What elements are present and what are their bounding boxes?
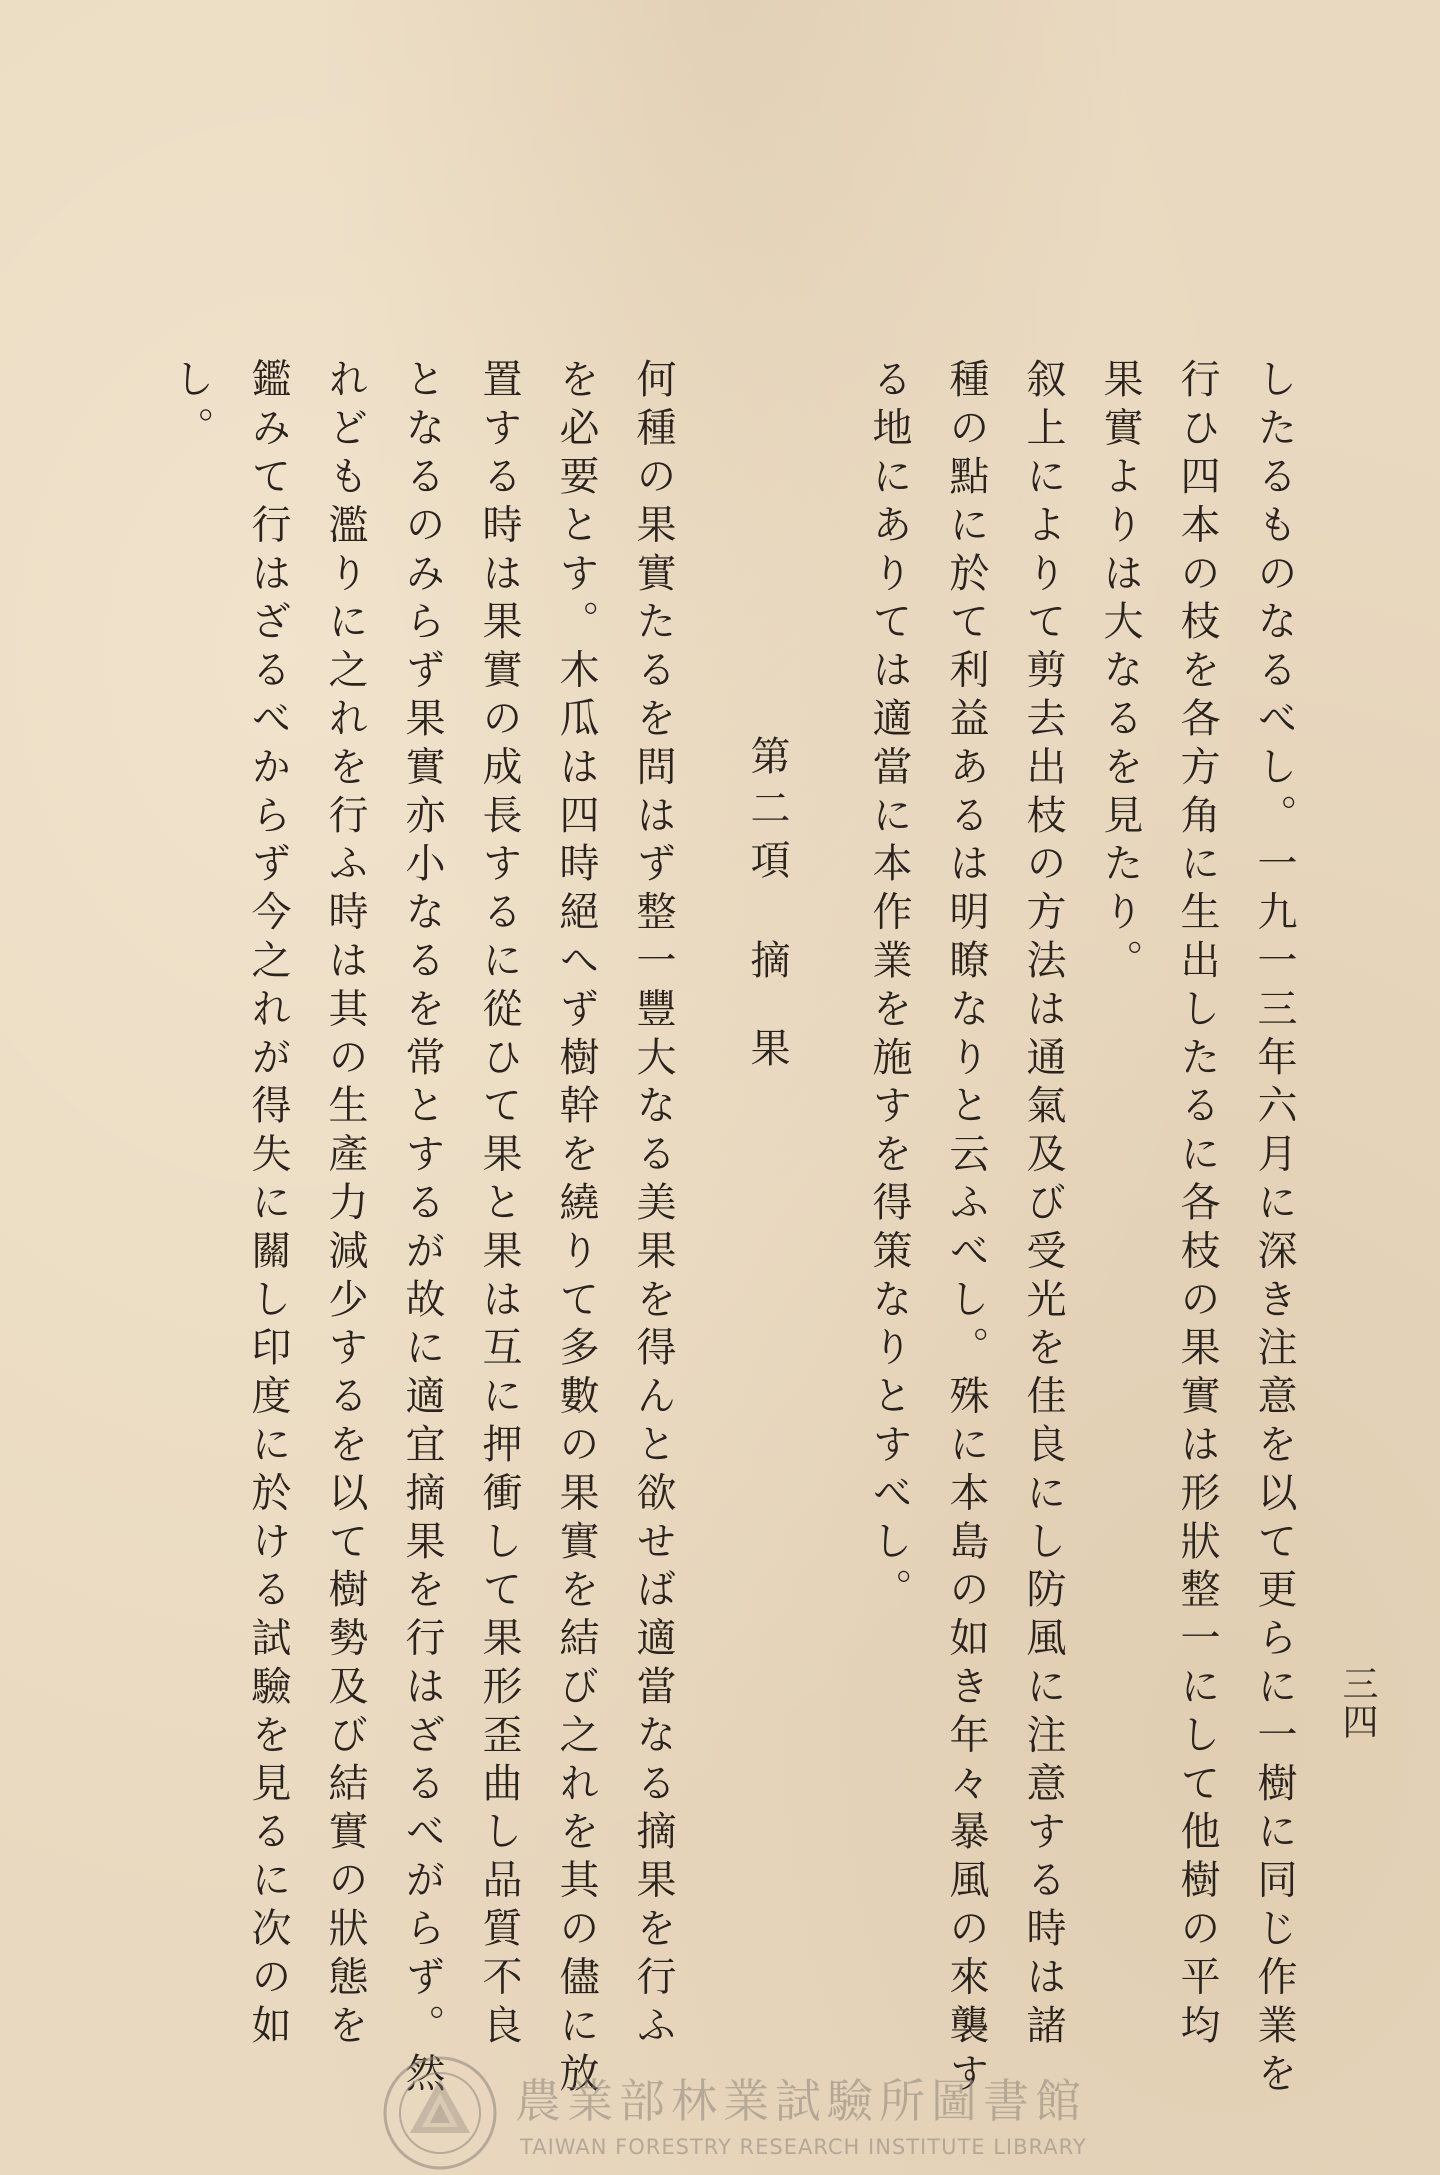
section-heading [743, 735, 791, 1115]
text-column: 行ひ四本の枝を各方角に生出したるに各枝の果實は形狀整一にして他樹の平均 [1174, 358, 1220, 2052]
library-seal-icon [380, 2053, 500, 2173]
page-number: 三四 [1337, 1665, 1378, 1741]
library-stamp-subtitle: TAIWAN FORESTRY RESEARCH INSTITUTE LIBRARY [520, 2135, 1087, 2159]
text-column: 果實よりは大なるを見たり。 [1097, 358, 1143, 988]
text-column: 何種の果實たるを問はず整一豐大なる美果を得んと欲せば適當なる摘果を行ふ [630, 358, 676, 2053]
text-column: 種の點に於て利益あるは明瞭なりと云ふべし。殊に本島の如き年々暴風の來襲す [943, 358, 989, 2101]
section-title: 摘果 [744, 939, 790, 1115]
text-column: れども濫りに之れを行ふ時は其の生產力減少するを以て樹勢及び結實の狀態を [322, 358, 368, 2052]
text-column: 叙上によりて剪去出枝の方法は通氣及び受光を佳良にし防風に注意する時は諸 [1020, 358, 1066, 2052]
text-column: となるのみらず果實亦小なるを常とするが故に適宜摘果を行はざるべがらず。然 [399, 358, 445, 2101]
text-column: したるものなるべし。一九一三年六月に深き注意を以て更らに一樹に同じ作業を [1251, 358, 1297, 2101]
text-column: 置する時は果實の成長するに從ひて果と果は互に押衝して果形歪曲し品質不良 [476, 358, 522, 2053]
text-column: 鑑みて行はざるべからず今之れが得失に關し印度に於ける試驗を見るに次の如 [245, 358, 291, 2053]
section-number: 第二項 [744, 735, 790, 891]
text-column: を必要とす。木瓜は四時絕へず樹幹を繞りて多數の果實を結び之れを其の儘に放 [553, 358, 599, 2101]
library-stamp-title: 農業部林業試驗所圖書館 [515, 2074, 1087, 2128]
text-column: る地にありては適當に本作業を施すを得策なりとすべし。 [866, 358, 912, 1617]
library-stamp [380, 2053, 1087, 2173]
text-column: し。 [168, 358, 214, 455]
